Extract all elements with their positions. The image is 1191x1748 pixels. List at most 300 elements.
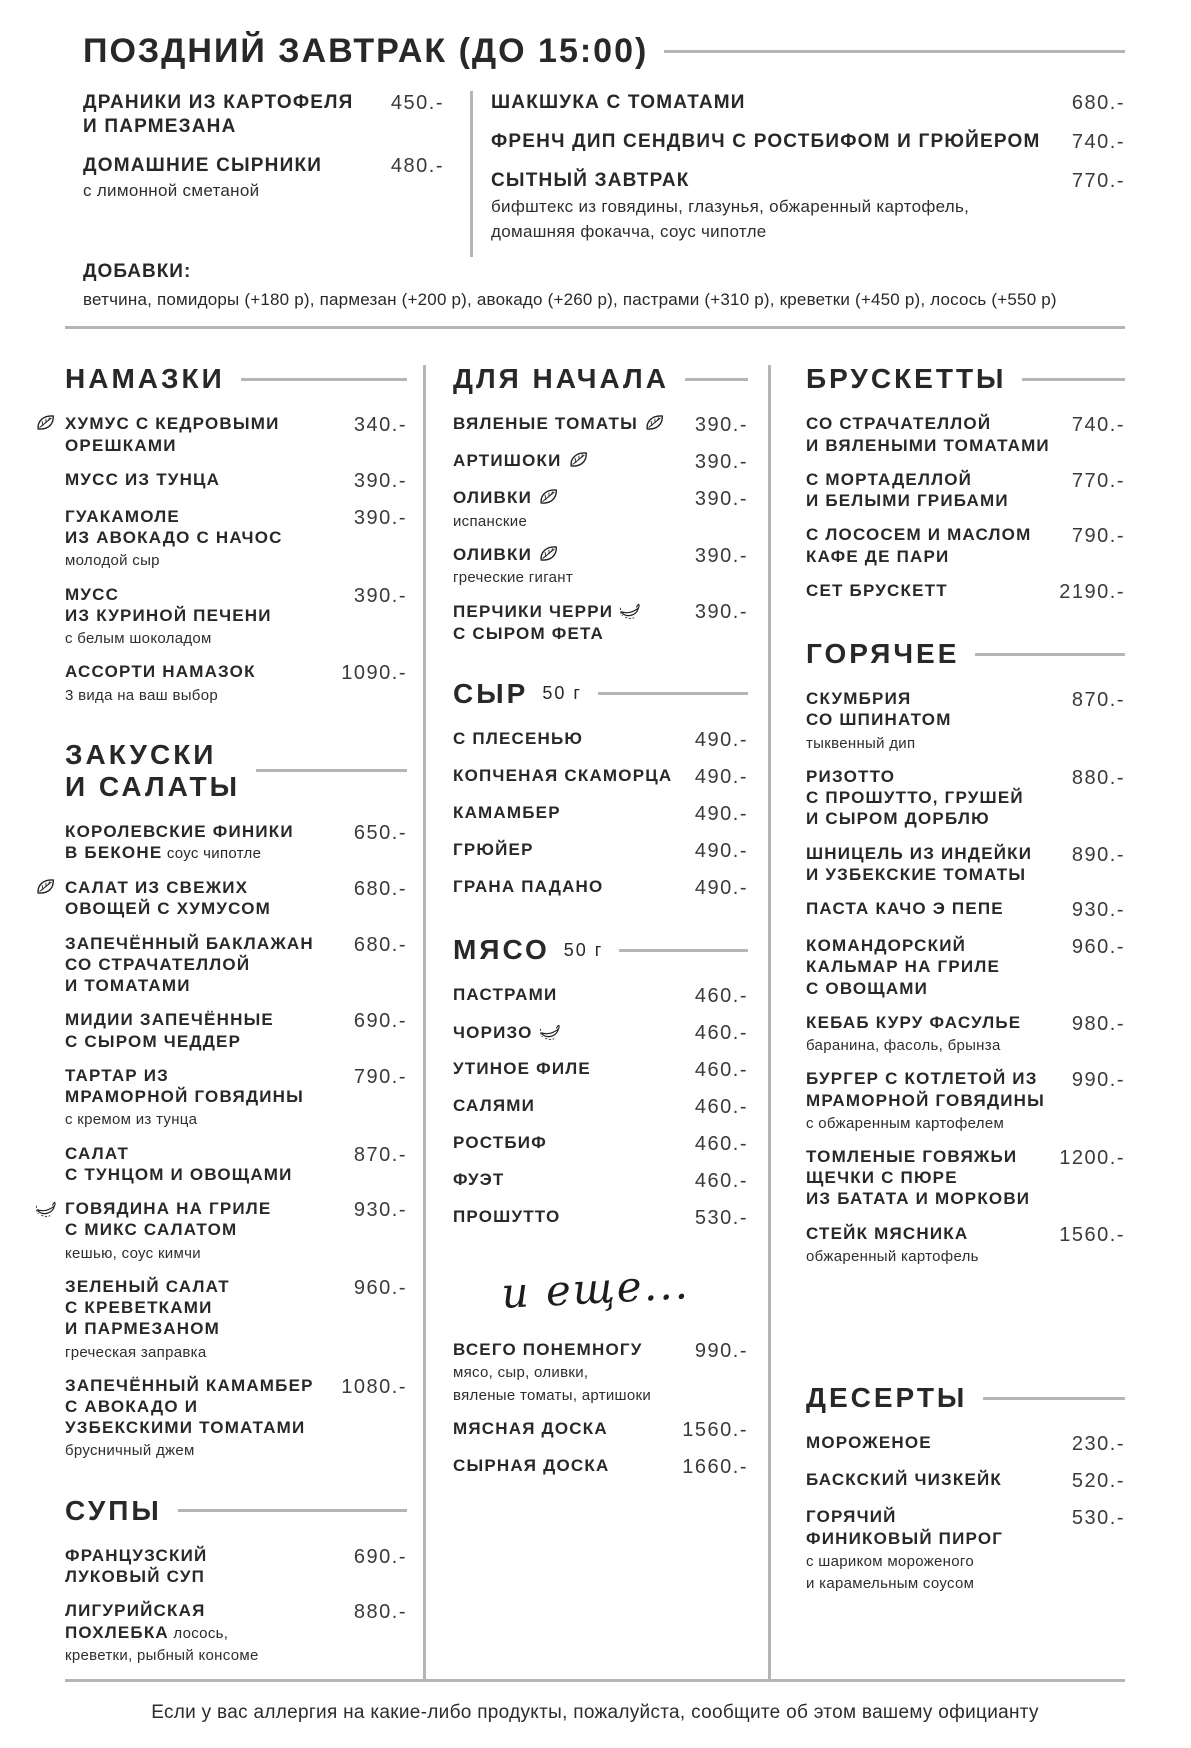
menu-item-price: 530.- [1071,1507,1125,1530]
menu-item-info [65,1009,274,1052]
menu-item [83,154,444,203]
menu-item-info [806,1432,932,1453]
menu-item-info [65,821,294,864]
section-rule-line [241,378,407,381]
menu-section [453,934,748,1230]
chili-icon [619,600,642,620]
menu-item [806,524,1125,567]
menu-item-info [453,1021,562,1043]
menu-item-name: СТЕЙК МЯСНИКА [806,1223,969,1243]
menu-item-price: 390.- [353,469,407,492]
menu-item-name: ВЯЛЕНЫЕ ТОМАТЫ [453,413,665,434]
menu-item-name: ПАСТА КАЧО Э ПЕПЕ [806,899,1004,919]
menu-item [491,130,1125,154]
menu-item-name: ПЕРЧИКИ ЧЕРРИ С СЫРОМ ФЕТА [453,600,642,644]
menu-section [65,739,407,1461]
menu-item-info [65,661,256,704]
menu-item-name: СЫРНАЯ ДОСКА [453,1455,610,1475]
chili-icon [539,1021,562,1041]
menu-item-info [453,600,642,644]
addons-block [65,261,1125,310]
addons-title: ДОБАВКИ: [83,261,192,283]
menu-item [453,1058,748,1082]
menu-section [806,1382,1125,1593]
menu-section [806,363,1125,604]
menu-item-name: ОЛИВКИ [453,544,573,565]
menu-item-name: АРТИШОКИ [453,450,589,471]
section-header [806,638,1125,670]
menu-item-price: 460.- [694,1059,748,1082]
menu-item-price: 990.- [694,1340,748,1363]
menu-item [806,766,1125,830]
menu-item-price: 450.- [390,92,444,114]
menu-item-name: ЗАПЕЧЁННЫЙ КАМАМБЕР С АВОКАДО И УЗБЕКСКИМИ ТОМАТАМИ [65,1375,314,1438]
menu-item-price: 740.- [1071,414,1125,437]
menu-item-info [83,91,354,139]
menu-item [453,413,748,437]
section-title: СУПЫ [65,1494,162,1526]
section-rule-line [178,1509,407,1512]
leaf-icon [538,487,559,506]
menu-item-info [806,1469,1002,1490]
leaf-icon [35,877,56,896]
menu-item-price: 870.- [1071,689,1125,712]
menu-section [453,678,748,900]
menu-item-price: 1080.- [341,1375,407,1398]
menu-item-price: 340.- [353,414,407,437]
menu-item-desc: мясо, сыр, оливки, [453,1364,589,1382]
section-title: ЗАКУСКИ И САЛАТЫ [65,738,240,802]
menu-item-name: МЯСНАЯ ДОСКА [453,1418,608,1438]
section-title: НАМАЗКИ [65,363,225,395]
menu-item [806,688,1125,753]
menu-item-desc: испанские [453,512,528,530]
menu-item-name: МИДИИ ЗАПЕЧЁННЫЕ С СЫРОМ ЧЕДДЕР [65,1010,274,1051]
menu-item-info [453,839,534,860]
menu-section [65,363,407,705]
menu-item-info [65,1545,207,1588]
menu-item-name: ЧОРИЗО [453,1021,562,1043]
menu-item-info [65,1198,271,1263]
menu-item-price: 390.- [694,488,748,511]
menu-item-price: 1560.- [682,1418,748,1441]
menu-item [453,1455,748,1479]
menu-item-price: 880.- [353,1601,407,1624]
menu-item-info [491,169,969,242]
menu-item [453,728,748,752]
menu-item-price: 1090.- [341,662,407,685]
menu-item-info [65,933,314,997]
menu-item-price: 690.- [353,1545,407,1568]
menu-item-price: 960.- [353,1276,407,1299]
menu-item-name: КАМАМБЕР [453,803,561,822]
menu-item [453,544,748,587]
menu-item [453,1132,748,1156]
menu-item-price: 390.- [694,601,748,624]
menu-item-name: РОСТБИФ [453,1133,547,1153]
menu-item-info [453,1132,547,1153]
menu-item-info [806,413,1050,456]
menu-item [65,1143,407,1186]
menu-item-name: ФУЭТ [453,1170,505,1190]
menu-item-desc: с шариком мороженого [806,1552,974,1570]
menu-item-desc: греческие гигант [453,569,574,587]
section-header [453,363,748,395]
menu-item-inline-desc: лосось, [168,1624,229,1642]
menu-item-name: БАСКСКИЙ ЧИЗКЕЙК [806,1470,1002,1490]
menu-item [806,1146,1125,1210]
menu-item-info [453,728,583,749]
menu-item-info [83,154,322,203]
section-rule-line [975,653,1125,656]
menu-item-name: С ПЛЕСЕНЬЮ [453,729,584,748]
menu-item [65,584,407,649]
menu-item-info [806,1223,979,1266]
section-rule-line [1022,378,1125,381]
menu-item-info [65,1375,314,1461]
menu-item-info [453,1169,505,1190]
menu-item-desc: с белым шоколадом [65,630,212,648]
menu-item-desc: молодой сыр [65,552,160,570]
menu-item-price: 490.- [694,877,748,899]
menu-item [806,580,1125,604]
menu-item-info [806,1146,1030,1210]
menu-item-name: ОЛИВКИ [453,487,559,508]
allergy-note: Если у вас аллергия на какие-либо продукты, пожалуйста, сообщите об этом вашему официанту [151,1701,1039,1723]
menu-item-price: 480.- [390,154,444,177]
section-title: ДЛЯ НАЧАЛА [453,363,669,395]
menu-item [453,876,748,900]
menu-item-name: СЫТНЫЙ ЗАВТРАК [491,170,690,191]
menu-item-name: ТОМЛЕНЫЕ ГОВЯЖЬИ ЩЕЧКИ С ПЮРЕ ИЗ БАТАТА И МОРКОВИ [806,1146,1031,1209]
menu-section [453,363,748,644]
menu-column-3 [768,329,1125,1678]
menu-item-price: 740.- [1071,131,1125,153]
menu-item-price: 680.- [1071,92,1125,114]
menu-item [453,1339,748,1405]
menu-item-name: ФРЕНЧ ДИП СЕНДВИЧ С РОСТБИФОМ И ГРЮЙЕРОМ [491,131,1041,152]
menu-item-info [65,506,283,571]
menu-item-price: 390.- [353,584,407,607]
menu-item-name: КОМАНДОРСКИЙ КАЛЬМАР НА ГРИЛЕ С ОВОЩАМИ [806,936,1001,998]
menu-item-info [453,544,573,587]
section-unit: 50 г [542,683,582,704]
menu-item-desc: с кремом из тунца [65,1111,198,1129]
menu-item-name: С МОРТАДЕЛЛОЙ И БЕЛЫМИ ГРИБАМИ [806,469,1009,511]
menu-item-price: 930.- [1071,899,1125,922]
menu-item [806,413,1125,456]
menu-item [65,1065,407,1130]
menu-item [65,933,407,997]
menu-item-price: 1660.- [682,1455,748,1478]
divider-line [65,1679,1125,1682]
menu-item [453,765,748,789]
menu-item-name: ТАРТАР ИЗ МРАМОРНОЙ ГОВЯДИНЫ [65,1065,305,1107]
menu-item-price: 890.- [1071,843,1125,866]
menu-item-name: ПРОШУТТО [453,1207,561,1227]
menu-item-desc: домашняя фокачча, соус чипотле [491,221,767,241]
menu-item-name: ДОМАШНИЕ СЫРНИКИ [83,154,323,176]
menu-item-name: ШАКШУКА С ТОМАТАМИ [491,92,746,113]
menu-item-name: СКУМБРИЯ СО ШПИНАТОМ [806,689,952,730]
menu-item [806,1432,1125,1456]
menu-item-desc: брусничный джем [65,1442,195,1460]
menu-item-name: ХУМУС С КЕДРОВЫМИ ОРЕШКАМИ [65,413,280,456]
menu-item [65,1009,407,1052]
menu-item-name: ШНИЦЕЛЬ ИЗ ИНДЕЙКИ И УЗБЕКСКИЕ ТОМАТЫ [806,843,1033,884]
menu-item-info [453,1339,651,1405]
menu-columns [65,329,1125,1678]
menu-item [491,169,1125,242]
menu-item [65,1198,407,1263]
section-unit: 50 г [563,939,604,960]
chili-icon [35,1198,58,1218]
menu-item-price: 460.- [694,1133,748,1156]
menu-item-desc: 3 вида на ваш выбор [65,686,218,704]
menu-item-info [806,1068,1045,1133]
menu-item [65,506,407,571]
menu-item-info [453,1418,608,1439]
menu-item-price: 770.- [1071,469,1125,492]
menu-item-info [453,1058,591,1079]
section-title: ДЕСЕРТЫ [806,1382,968,1414]
menu-item-info [65,1065,304,1130]
menu-section [453,1259,748,1479]
menu-item [806,1223,1125,1266]
menu-item-name: САЛЯМИ [453,1096,536,1116]
breakfast-section [65,26,1125,329]
menu-item-price: 490.- [694,766,748,788]
menu-item-info [65,1143,293,1186]
section-rule-line [619,949,748,952]
menu-item-price: 870.- [353,1143,407,1166]
section-header [65,1495,407,1527]
menu-item-desc: креветки, рыбный консоме [65,1647,259,1665]
menu-item-info [65,584,272,649]
menu-item-price: 770.- [1071,170,1125,192]
menu-item [453,1021,748,1045]
menu-item-name: РИЗОТТО С ПРОШУТТО, ГРУШЕЙ И СЫРОМ ДОРБЛЮ [806,766,1024,829]
menu-item [65,1276,407,1362]
menu-item-name: ЗАПЕЧЁННЫЙ БАКЛАЖАН СО СТРАЧАТЕЛЛОЙ И ТОМАТАМИ [65,933,314,996]
section-header [453,678,748,710]
section-header [806,363,1125,395]
menu-item-name: САЛАТ С ТУНЦОМ И ОВОЩАМИ [65,1143,293,1184]
menu-item-price: 230.- [1071,1433,1125,1456]
menu-column-1 [65,329,423,1678]
menu-item-desc: с лимонной сметаной [83,181,260,201]
menu-item-info [491,91,746,115]
menu-item [806,1469,1125,1493]
menu-item-desc: обжаренный картофель [806,1247,979,1265]
breakfast-left-column [65,91,470,257]
menu-item-price: 460.- [694,1022,748,1045]
menu-item-name: СО СТРАЧАТЕЛЛОЙ И ВЯЛЕНЫМИ ТОМАТАМИ [806,414,1050,455]
menu-item [806,935,1125,999]
menu-item-name: ДРАНИКИ ИЗ КАРТОФЕЛЯ И ПАРМЕЗАНА [83,92,354,137]
section-title: ГОРЯЧЕЕ [806,637,960,669]
menu-item-price: 490.- [694,803,748,825]
section-rule-line [256,769,407,772]
menu-item [453,487,748,530]
menu-item [453,450,748,474]
menu-item-info [806,935,1000,999]
menu-item-info [453,984,557,1005]
menu-item-info [453,876,603,897]
menu-item-price: 460.- [694,985,748,1008]
menu-item-desc: греческая заправка [65,1343,207,1361]
menu-item-price: 530.- [694,1207,748,1230]
menu-item-price: 390.- [694,414,748,437]
menu-item [65,821,407,864]
menu-item [491,91,1125,115]
menu-item-info [453,1455,609,1476]
menu-item-name: АССОРТИ НАМАЗОК [65,662,256,682]
menu-item-info [806,688,952,753]
menu-item-desc: кешью, соус кимчи [65,1244,201,1262]
menu-item-desc: вяленые томаты, артишоки [453,1386,652,1404]
section-header [65,363,407,395]
menu-item-desc: и карамельным соусом [806,1575,975,1592]
menu-item [806,469,1125,512]
menu-item-name: ГРЮЙЕР [453,840,534,859]
menu-item-price: 690.- [353,1010,407,1033]
menu-item-name: УТИНОЕ ФИЛЕ [453,1059,591,1079]
menu-item [453,600,748,644]
menu-item [806,1012,1125,1055]
menu-item-price: 680.- [353,933,407,956]
section-header [453,934,748,966]
handwritten-note: и еще... [500,1259,691,1319]
menu-item-price: 990.- [1071,1069,1125,1092]
menu-item [65,1545,407,1588]
menu-item-price: 460.- [694,1096,748,1119]
menu-item [65,1600,407,1665]
section-title: БРУСКЕТТЫ [806,363,1007,395]
menu-item-info [453,487,559,530]
menu-item-price: 490.- [694,840,748,862]
menu-item-info [806,766,1024,830]
menu-item [65,1375,407,1461]
menu-item-price: 520.- [1071,1470,1125,1493]
menu-item-name: ГОВЯДИНА НА ГРИЛЕ С МИКС САЛАТОМ [65,1198,271,1241]
section-title: МЯСО [453,934,550,965]
menu-item-price: 390.- [694,544,748,567]
breakfast-header [65,32,1125,71]
menu-item-name: КОПЧЕНАЯ СКАМОРЦА [453,766,673,785]
section-header [806,1382,1125,1414]
menu-item-price: 1200.- [1059,1146,1125,1169]
menu-item [453,1095,748,1119]
menu-item-info [806,524,1031,567]
menu-item-info [806,1506,1003,1593]
menu-item-desc: бифштекс из говядины, глазунья, обжаренный картофель, [491,196,970,216]
section-rule-line [598,692,748,695]
menu-item-info [453,765,672,786]
menu-item-info [65,413,280,456]
menu-item-name: С ЛОСОСЕМ И МАСЛОМ КАФЕ ДЕ ПАРИ [806,525,1032,566]
menu-item-price: 790.- [353,1065,407,1088]
menu-item-desc: тыквенный дип [806,734,916,752]
menu-item-name: КОРОЛЕВСКИЕ ФИНИКИ В БЕКОНЕ соус чипотле [65,822,294,863]
menu-item-desc: с обжаренным картофелем [806,1114,1005,1132]
menu-item-price: 460.- [694,1170,748,1193]
menu-item-price: 1560.- [1059,1223,1125,1246]
menu-item [65,469,407,493]
leaf-icon [538,544,559,563]
menu-item-info [806,898,1004,919]
section-rule-line [983,1397,1125,1400]
menu-item [806,843,1125,886]
menu-item-info [453,1095,535,1116]
menu-item [806,1068,1125,1133]
menu-item-name: ПАСТРАМИ [453,985,558,1005]
menu-item-price: 790.- [1071,525,1125,548]
menu-item-name: МУСС ИЗ КУРИНОЙ ПЕЧЕНИ [65,584,272,625]
menu-item [65,413,407,456]
menu-item-info [806,843,1032,886]
menu-section [65,1495,407,1666]
menu-item-name: ЗЕЛЕНЫЙ САЛАТ С КРЕВЕТКАМИ И ПАРМЕЗАНОМ [65,1276,230,1339]
menu-item-info [453,413,665,434]
menu-item-price: 2190.- [1059,580,1125,603]
leaf-icon [35,413,56,432]
menu-item-info [491,130,1041,154]
menu-item-price: 390.- [353,506,407,529]
menu-item-name: ГУАКАМОЛЕ ИЗ АВОКАДО С НАЧОС [65,506,283,548]
menu-item [453,1206,748,1230]
menu-item-name: МУСС ИЗ ТУНЦА [65,469,221,489]
menu-item-info [65,877,271,920]
section-header [65,739,407,803]
menu-item-price: 980.- [1071,1012,1125,1035]
menu-item-name: САЛАТ ИЗ СВЕЖИХ ОВОЩЕЙ С ХУМУСОМ [65,877,271,920]
section-title: СЫР [453,677,529,709]
menu-item-name: ГОРЯЧИЙ ФИНИКОВЫЙ ПИРОГ [806,1507,1004,1548]
menu-item-info [453,450,589,471]
menu-item [806,898,1125,922]
addons-text: ветчина, помидоры (+180 р), пармезан (+200 р), авокадо (+260 р), пастрами (+310 р), креветки (+450 р), лосось (+550 р) [83,290,1057,310]
menu-item-inline-desc: соус чипотле [162,845,262,863]
leaf-icon [644,413,665,432]
menu-item [453,1418,748,1442]
breakfast-right-column [470,91,1125,257]
menu-item-name: БУРГЕР С КОТЛЕТОЙ ИЗ МРАМОРНОЙ ГОВЯДИНЫ [806,1069,1046,1110]
breakfast-columns [65,91,1125,257]
leaf-icon [568,450,589,469]
menu-item-price: 680.- [353,878,407,901]
menu-item-info [806,580,948,601]
menu-item-price: 490.- [694,729,748,751]
menu-item-name: ГРАНА ПАДАНО [453,877,604,896]
menu-column-2 [423,329,768,1678]
menu-item-name: ЛИГУРИЙСКАЯ ПОХЛЕБКА лосось, [65,1601,229,1642]
menu-item [453,839,748,863]
menu-item [65,661,407,704]
menu-item-name: СЕТ БРУСКЕТТ [806,580,948,600]
menu-item-info [65,469,220,490]
breakfast-title: ПОЗДНИЙ ЗАВТРАК (ДО 15:00) [83,32,649,70]
menu-item [453,802,748,826]
menu-section [806,638,1125,1266]
menu-item-price: 930.- [353,1199,407,1222]
menu-item-name: ФРАНЦУЗСКИЙ ЛУКОВЫЙ СУП [65,1545,208,1587]
menu-item-price: 880.- [1071,766,1125,789]
menu-item-price: 960.- [1071,936,1125,959]
menu-item-info [65,1276,230,1362]
menu-item-info [453,802,561,823]
menu-item [806,1506,1125,1593]
